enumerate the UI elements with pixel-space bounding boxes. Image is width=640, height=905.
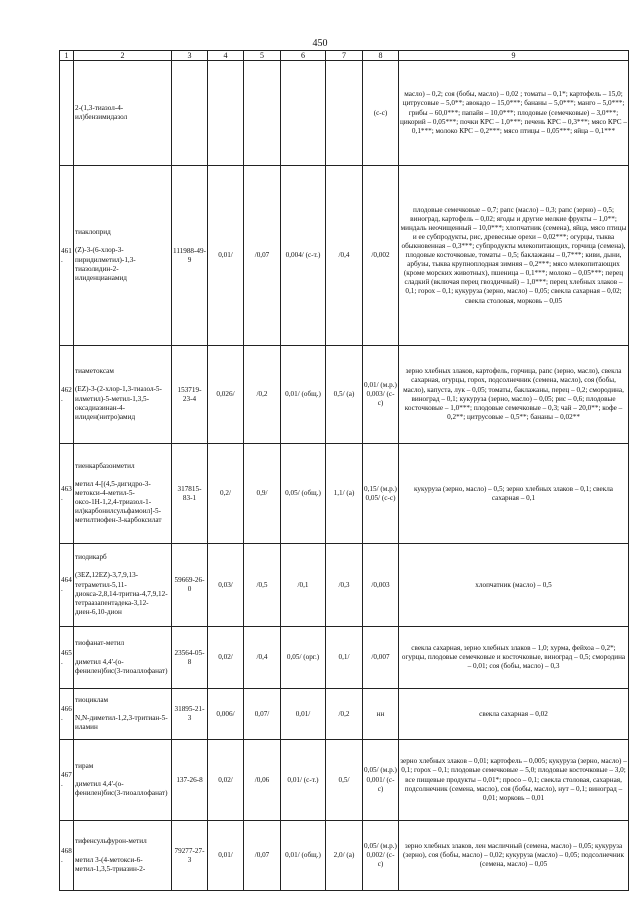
page-number: 450 <box>312 38 328 49</box>
substance-name: тиодикарб <box>75 553 107 562</box>
value-col-6: 0,01/ <box>281 689 326 740</box>
chemical-formula: (Z)-3-(6-хлор-3-пиридилметил)-1,3-тиазолидин-2-илиденцианамид <box>75 246 136 282</box>
chemical-formula: (3EZ,12EZ)-3,7,9,13-тетраметил-5,11-диокса-2,8,14-тритиа-4,7,9,12-тетраазапентадека-3,12-диен-6,10-дион <box>75 571 168 616</box>
row-number: 464. <box>60 544 74 627</box>
chemical-formula: метил 3-(4-метокси-6-метил-1,3,5-триазин-2- <box>75 855 146 873</box>
value-col-7: 0,5/ (а) <box>326 346 363 444</box>
cas-number: 153719-23-4 <box>172 346 208 444</box>
value-col-6 <box>281 61 326 166</box>
row-number: 467. <box>60 740 74 821</box>
value-col-7: 2,0/ (а) <box>326 821 363 891</box>
column-header: 5 <box>244 51 281 61</box>
value-col-8: 0,05/ (м.р.) 0,002/ (с-с) <box>363 821 399 891</box>
substance-cell <box>74 444 172 544</box>
sanitary-norms-table <box>59 50 629 891</box>
cas-number: 111988-49-9 <box>172 166 208 346</box>
column-header: 8 <box>363 51 399 61</box>
table-header-row <box>60 51 629 61</box>
row-number: 468. <box>60 821 74 891</box>
value-col-4: 0,01/ <box>208 166 244 346</box>
value-col-7 <box>326 61 363 166</box>
substance-cell <box>74 627 172 689</box>
value-col-6: 0,01/ (общ.) <box>281 346 326 444</box>
value-col-4: 0,02/ <box>208 627 244 689</box>
cas-number: 31895-21-3 <box>172 689 208 740</box>
residue-limits: свекла сахарная – 0,02 <box>399 689 629 740</box>
value-col-5: /0,07 <box>244 821 281 891</box>
residue-limits: хлопчатник (масло) – 0,5 <box>399 544 629 627</box>
table-row <box>60 61 629 166</box>
value-col-4 <box>208 61 244 166</box>
value-col-8: /0,003 <box>363 544 399 627</box>
cas-number: 317815-83-1 <box>172 444 208 544</box>
value-col-5: /0,5 <box>244 544 281 627</box>
substance-cell <box>74 61 172 166</box>
chemical-formula: N,N-диметил-1,2,3-тритиан-5-иламин <box>75 714 168 732</box>
cas-number: 137-26-8 <box>172 740 208 821</box>
value-col-6: /0,1 <box>281 544 326 627</box>
table-row <box>60 627 629 689</box>
substance-cell <box>74 821 172 891</box>
residue-limits: зерно хлебных злаков, лен масличный (семена, масло) – 0,05; кукуруза (зерно), соя (бобы, масло) – 0,02; кукуруза (масло) – 0,05; подсолнечник (семена, масло) – 0,05 <box>399 821 629 891</box>
value-col-5: 0,07/ <box>244 689 281 740</box>
value-col-4: 0,01/ <box>208 821 244 891</box>
chemical-formula: 2-(1,3-тиазол-4-ил)бензимидазол <box>75 104 128 122</box>
value-col-6: 0,05/ (общ.) <box>281 444 326 544</box>
value-col-7: 0,5/ <box>326 740 363 821</box>
value-col-8: 0,15/ (м.р.) 0,05/ (с-с) <box>363 444 399 544</box>
column-header: 4 <box>208 51 244 61</box>
substance-cell <box>74 689 172 740</box>
row-number: 463. <box>60 444 74 544</box>
chemical-formula: диметил 4,4'-(о-фенилен)бис(3-тиоаллофанат) <box>75 780 168 798</box>
column-header: 2 <box>74 51 172 61</box>
value-col-8: /0,007 <box>363 627 399 689</box>
chemical-formula: (EZ)-3-(2-хлор-1,3-тиазол-5-илметил)-5-метил-1,3,5-оксадиазинан-4-илиден(нитро)амид <box>75 385 162 421</box>
value-col-8: (с-с) <box>363 61 399 166</box>
chemical-formula: метил 4-[(4,5-дигидро-3-метокси-4-метил-5-оксо-1Н-1,2,4-триазол-1-ил)карбонилсульфамоил]-5-метилтиофен-3-карбоксилат <box>75 479 162 525</box>
value-col-5: /0,06 <box>244 740 281 821</box>
substance-name: тифенсульфурон-метил <box>75 837 147 846</box>
substance-name: тиофанат-метил <box>75 639 125 648</box>
row-number: 461. <box>60 166 74 346</box>
value-col-4: 0,006/ <box>208 689 244 740</box>
value-col-4: 0,02/ <box>208 740 244 821</box>
substance-cell <box>74 740 172 821</box>
residue-limits: кукуруза (зерно, масло) – 0,5; зерно хлебных злаков – 0,1; свекла сахарная – 0,1 <box>399 444 629 544</box>
value-col-5 <box>244 61 281 166</box>
cas-number: 79277-27-3 <box>172 821 208 891</box>
value-col-6: 0,004/ (с-т.) <box>281 166 326 346</box>
substance-name: тиоциклам <box>75 695 109 704</box>
value-col-7: 1,1/ (а) <box>326 444 363 544</box>
substance-cell <box>74 544 172 627</box>
table-row <box>60 740 629 821</box>
table-row <box>60 444 629 544</box>
value-col-6: 0,05/ (орг.) <box>281 627 326 689</box>
residue-limits: плодовые семечковые – 0,7; рапс (масло) – 0,3; рапс (зерно) – 0,5; виноград, картофель – 0,02; ягоды и другие мелкие фрукты – 1,0**; миндаль неочищенный – 10,0***; хлопчатник (семена), яйца, мясо птицы и ее субпродукты, рис, древесные орехи – 0,02***; огурцы, тыква обыкновенная – 0,3***; субпродукты млекопитающих, горчица (семена), плодовые косточковые, томаты – 0,5; баклажаны – 0,7***; киви, дыни, арбузы, тыква крупноплодная зимняя – 0,2***; мясо млекопитающих (кроме морских животных), пшеница – 0,1***; молоко – 0,05***; перец сладкий (включая перец гвоздичный) – 1,0***; перец хлебных злаков – 0,1; горох – 0,1; кукуруза (зерно, масло) – 0,05; свекла сахарная – 0,02; свекла столовая, морковь – 0,05 <box>399 166 629 346</box>
table-row <box>60 821 629 891</box>
value-col-7: /0,4 <box>326 166 363 346</box>
residue-limits: зерно хлебных злаков, картофель, горчица, рапс (зерно, масло), свекла сахарная, огурцы, горох, подсолнечник (семена, масло), соя (бобы, масло), капуста, лук – 0,05; томаты, баклажаны, перец – 0,2; смородина, виноград – 0,1; кукуруза (зерно, масло) – 0,05; рис – 0,6; плодовые косточковые – 1,0***; плодовые семечковые – 0,3; чай – 20,0**; кофе – 0,2**; цитрусовые – 0,5**; бананы – 0,02** <box>399 346 629 444</box>
column-header: 3 <box>172 51 208 61</box>
table-row <box>60 166 629 346</box>
value-col-4: 0,03/ <box>208 544 244 627</box>
value-col-5: 0,9/ <box>244 444 281 544</box>
cas-number <box>172 61 208 166</box>
value-col-4: 0,026/ <box>208 346 244 444</box>
value-col-8: 0,05/ (м.р.) 0,001/ (с-с) <box>363 740 399 821</box>
column-header: 9 <box>399 51 629 61</box>
value-col-5: /0,4 <box>244 627 281 689</box>
table-row <box>60 544 629 627</box>
value-col-4: 0,2/ <box>208 444 244 544</box>
substance-cell <box>74 346 172 444</box>
substance-name: тиаметоксам <box>75 367 114 376</box>
row-number: 465. <box>60 627 74 689</box>
value-col-6: 0,01/ (с-т.) <box>281 740 326 821</box>
substance-cell <box>74 166 172 346</box>
value-col-7: 0,1/ <box>326 627 363 689</box>
residue-limits: зерно хлебных злаков – 0,01; картофель – 0,005; кукуруза (зерно, масло) – 0,1; горох – 0,1; плодовые семечковые – 5,0; плодовые косточковые – 3,0; все пищевые продукты – 0,01*; просо – 0,1; свекла столовая, сахарная, подсолнечник (семена, масло), соя (бобы, масло), нут – 0,1; виноград – 0,01; морковь – 0,01 <box>399 740 629 821</box>
chemical-formula: диметил 4,4'-(о-фенилен)бис(3-тиоаллофанат) <box>75 657 168 675</box>
table-row <box>60 346 629 444</box>
value-col-8: /0,002 <box>363 166 399 346</box>
value-col-8: 0,01/ (м.р.) 0,003/ (с-с) <box>363 346 399 444</box>
row-number <box>60 61 74 166</box>
substance-name: тирам <box>75 761 94 770</box>
substance-name: тиенкарбазонметил <box>75 461 135 470</box>
column-header: 1 <box>60 51 74 61</box>
cas-number: 23564-05-8 <box>172 627 208 689</box>
column-header: 6 <box>281 51 326 61</box>
column-header: 7 <box>326 51 363 61</box>
residue-limits: свекла сахарная, зерно хлебных злаков – 1,0; хурма, фейхоа – 0,2*; огурцы, плодовые семечковые и косточковые, виноград – 0,5; смородина – 0,01; соя (бобы, масло) – 0,3 <box>399 627 629 689</box>
residue-limits: масло) – 0,2; соя (бобы, масло) – 0,02 ; томаты – 0,1*; картофель – 15,0; цитрусовые – 5,0**; авокадо – 15,0***; бананы – 5,0***; манго – 5,0***; грибы – 60,0***; папайя – 10,0***; плодовые (семечковые) – 3,0***; цикорий – 0,05***; почки КРС – 1,0***; печень КРС – 0,3***; мясо КРС – 0,1***; молоко КРС – 0,2***; мясо птицы – 0,05***; яйца – 0,1*** <box>399 61 629 166</box>
value-col-8: нн <box>363 689 399 740</box>
value-col-7: /0,2 <box>326 689 363 740</box>
value-col-5: /0,07 <box>244 166 281 346</box>
value-col-6: 0,01/ (общ.) <box>281 821 326 891</box>
row-number: 462. <box>60 346 74 444</box>
value-col-5: /0,2 <box>244 346 281 444</box>
cas-number: 59669-26-0 <box>172 544 208 627</box>
value-col-7: /0,3 <box>326 544 363 627</box>
table-row <box>60 689 629 740</box>
substance-name: тиаклоприд <box>75 228 111 237</box>
row-number: 466. <box>60 689 74 740</box>
